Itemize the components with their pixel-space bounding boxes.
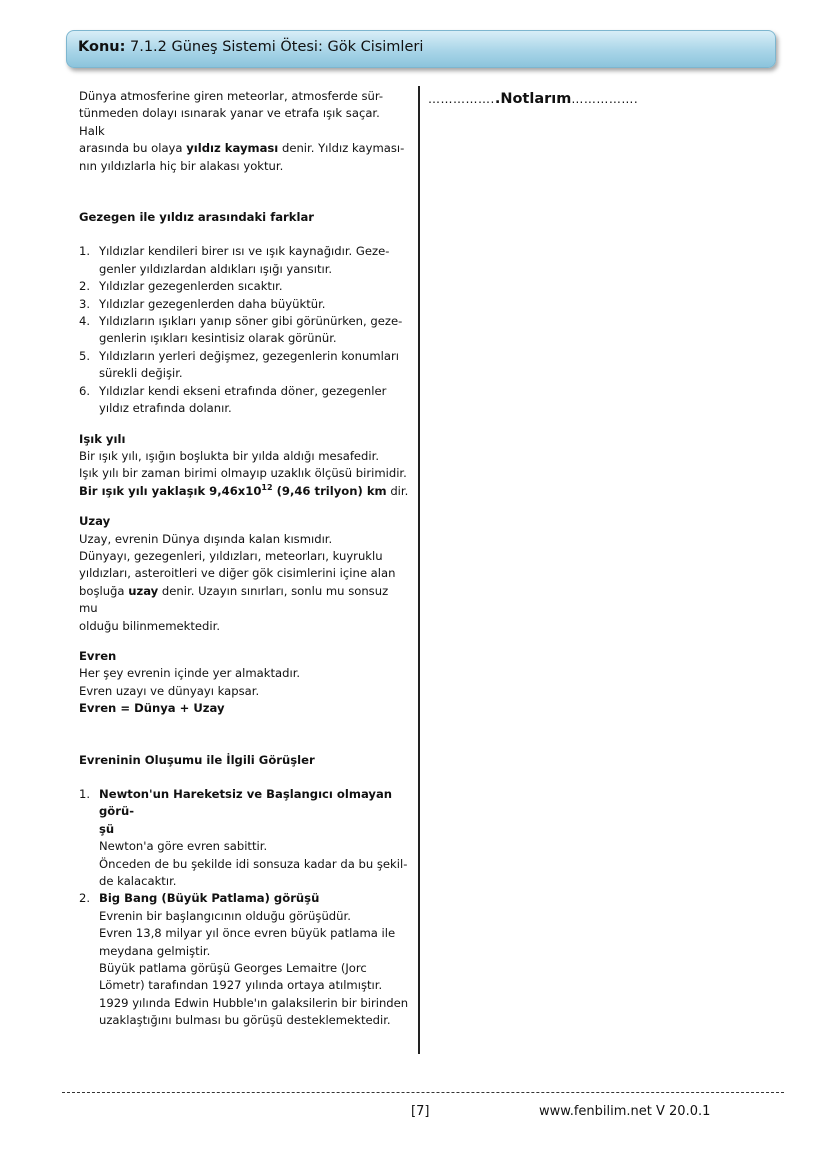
list-text: genler yıldızlardan aldıkları ışığı yansıtır. [99, 261, 333, 276]
differences-heading: Gezegen ile yıldız arasındaki farklar [79, 210, 314, 225]
page-number: [7] [411, 1104, 430, 1119]
list-number: 2. [79, 891, 91, 906]
notes-label: .Notlarım [494, 91, 572, 107]
lightyear-line: Bir ışık yılı, ışığın boşlukta bir yılda aldığı mesafedir. [79, 448, 380, 463]
list-text: Yıldızlar gezegenlerden daha büyüktür. [99, 296, 326, 311]
list-item [79, 383, 409, 418]
list-number: 1. [79, 787, 91, 801]
lightyear-line: (9,46 trilyon) km [272, 483, 387, 498]
list-text: yıldız etrafında dolanır. [99, 401, 232, 416]
lightyear-exponent: 12 [261, 482, 273, 492]
origin-heading: Evreninin Oluşumu ile İlgili Görüşler [79, 752, 315, 767]
main-column [79, 88, 409, 1030]
list-text: genlerin ışıkları kesintisiz olarak görünür. [99, 331, 337, 346]
list-text: Evren 13,8 milyar yıl önce evren büyük patlama ile [99, 926, 396, 941]
list-item [79, 348, 409, 383]
intro-line: nın yıldızlarla hiç bir alakası yoktur. [79, 158, 284, 173]
topic-label: Konu: [78, 39, 126, 55]
list-number: 6. [79, 383, 91, 398]
list-text: 1929 yılında Edwin Hubble'ın galaksilerin bir birinden [99, 995, 409, 1010]
list-item [79, 786, 409, 890]
list-text: uzaklaştığını bulması bu görüşü desteklemektedir. [99, 1013, 391, 1028]
list-text: de kalacaktır. [99, 874, 177, 889]
footer-divider [62, 1092, 784, 1093]
list-text: Newton'a göre evren sabittir. [99, 839, 268, 854]
space-line: denir. Uzayın sınırları, sonlu mu sonsuz mu [79, 583, 389, 616]
view-title: Newton'un Hareketsiz ve Başlangıcı olmayan görü- [99, 787, 393, 819]
space-line: Dünyayı, gezegenleri, yıldızları, meteorları, kuyruklu [79, 548, 383, 563]
list-text: Önceden de bu şekilde idi sonsuza kadar da bu şekil- [99, 856, 408, 871]
list-item [79, 890, 409, 1029]
intro-term: yıldız kayması [186, 141, 279, 156]
intro-line: Dünya atmosferine giren meteorlar, atmosferde sür- [79, 89, 384, 103]
list-number: 1. [79, 244, 91, 259]
list-text: meydana gelmiştir. [99, 943, 211, 958]
origin-list [79, 786, 409, 1030]
list-text: Yıldızlar kendileri birer ısı ve ışık kaynağıdır. Geze- [99, 244, 390, 259]
list-item [79, 243, 409, 278]
list-number: 5. [79, 348, 91, 363]
space-heading: Uzay [79, 514, 111, 529]
lightyear-paragraph [79, 448, 409, 500]
universe-formula: Evren = Dünya + Uzay [79, 701, 225, 716]
space-line: yıldızları, asteroitleri ve diğer gök cisimlerini içine alan [79, 566, 396, 581]
space-line: boşluğa [79, 583, 129, 598]
list-number: 2. [79, 279, 91, 294]
list-number: 3. [79, 296, 91, 311]
lightyear-line: Işık yılı bir zaman birimi olmayıp uzaklık ölçüsü birimidir. [79, 466, 407, 481]
space-line: Uzay, evrenin Dünya dışında kalan kısmıdır. [79, 531, 333, 546]
list-text: Lömetr) tarafından 1927 yılında ortaya atılmıştır. [99, 978, 383, 993]
space-term: uzay [128, 583, 159, 598]
list-text: Yıldızların ışıkları yanıp söner gibi görünürken, geze- [99, 314, 403, 329]
lightyear-heading: Işık yılı [79, 431, 126, 446]
list-item [79, 296, 409, 313]
list-text: Yıldızlar kendi ekseni etrafında döner, gezegenler [99, 383, 387, 398]
list-text: Evrenin bir başlangıcının olduğu görüşüdür. [99, 908, 351, 923]
list-text: sürekli değişir. [99, 366, 183, 381]
view-title: şü [99, 821, 115, 836]
topic-header [66, 30, 776, 68]
list-item [79, 313, 409, 348]
intro-line: tünmeden dolayı ısınarak yanar ve etrafa ışık saçar. Halk [79, 106, 380, 138]
topic-name: 7.1.2 Güneş Sistemi Ötesi: Gök Cisimleri [130, 39, 424, 55]
list-text: Yıldızlar gezegenlerden sıcaktır. [99, 279, 283, 294]
universe-paragraph [79, 665, 409, 717]
notes-dots-left: ……………. [428, 92, 495, 106]
intro-line: denir. Yıldız kayması- [278, 141, 405, 156]
list-text: Yıldızların yerleri değişmez, gezegenlerin konumları [99, 348, 399, 363]
differences-list [79, 243, 409, 417]
lightyear-line: dir. [386, 483, 409, 498]
site-footer: www.fenbilim.net V 20.0.1 [539, 1104, 711, 1119]
space-paragraph [79, 531, 409, 635]
topic-title [78, 39, 423, 55]
list-item [79, 278, 409, 295]
notes-title [428, 91, 638, 107]
lightyear-line: Bir ışık yılı yaklaşık 9,46x10 [79, 483, 262, 498]
list-text: Büyük patlama görüşü Georges Lemaitre (Jorc [99, 961, 367, 976]
universe-line: Her şey evrenin içinde yer almaktadır. [79, 666, 301, 681]
intro-line: arasında bu olaya [79, 141, 187, 156]
intro-paragraph [79, 88, 409, 175]
space-line: olduğu bilinmemektedir. [79, 618, 220, 633]
list-number: 4. [79, 314, 91, 329]
column-divider [418, 86, 420, 1054]
universe-line: Evren uzayı ve dünyayı kapsar. [79, 683, 260, 698]
universe-heading: Evren [79, 648, 117, 663]
notes-dots-right: ……………. [571, 92, 639, 106]
view-title: Big Bang (Büyük Patlama) görüşü [99, 891, 320, 906]
